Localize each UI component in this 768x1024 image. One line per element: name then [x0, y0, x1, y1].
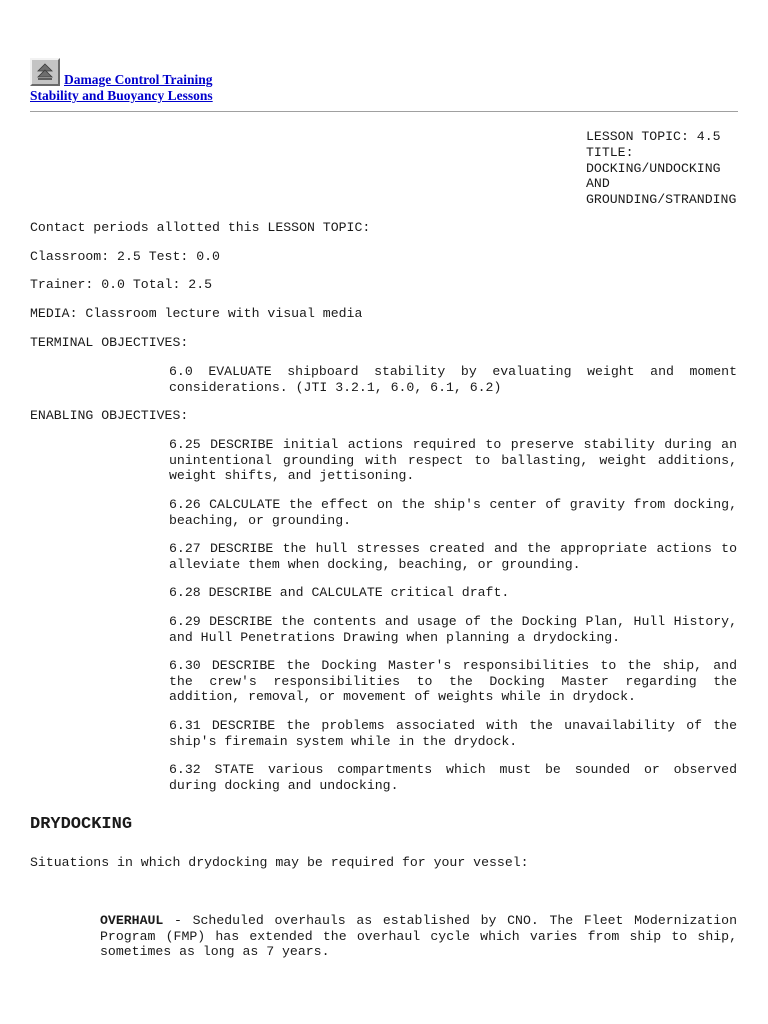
- media-text: MEDIA: Classroom lecture with visual media: [30, 306, 363, 321]
- enabling-objective-item: 6.29 DESCRIBE the contents and usage of the Docking Plan, Hull History, and Hull Penetrations Drawing when planning a drydocking.: [169, 614, 737, 645]
- damage-control-training-link[interactable]: Damage Control Training: [64, 72, 213, 87]
- enabling-objectives-heading: ENABLING OBJECTIVES:: [30, 408, 189, 423]
- lesson-title-line1: DOCKING/UNDOCKING: [586, 160, 721, 176]
- up-arrow-icon[interactable]: [30, 58, 60, 86]
- lesson-title-label: TITLE:: [586, 144, 634, 160]
- overhaul-term: OVERHAUL: [100, 913, 164, 928]
- classroom-test-text: Classroom: 2.5 Test: 0.0: [30, 249, 220, 264]
- overhaul-description: - Scheduled overhauls as established by CNO. The Fleet Modernization Program (FMP) has extended the overhaul cycle which varies from ship to ship, sometimes as long as 7 years.: [100, 913, 737, 960]
- enabling-objective-item: 6.31 DESCRIBE the problems associated with the unavailability of the ship's firemain system while in the drydock.: [169, 718, 737, 749]
- enabling-objective-item: 6.28 DESCRIBE and CALCULATE critical draft.: [169, 585, 510, 600]
- enabling-objective-item: 6.26 CALCULATE the effect on the ship's center of gravity from docking, beaching, or grounding.: [169, 497, 737, 528]
- overhaul-paragraph: [100, 913, 737, 960]
- enabling-objective-item: 6.25 DESCRIBE initial actions required to preserve stability during an unintentional grounding with respect to ballasting, weight additions, weight shifts, and jettisoning.: [169, 437, 737, 484]
- stability-buoyancy-lessons-link[interactable]: Stability and Buoyancy Lessons: [30, 88, 213, 103]
- drydocking-intro-text: Situations in which drydocking may be required for your vessel:: [30, 855, 529, 870]
- enabling-objective-item: 6.32 STATE various compartments which must be sounded or observed during docking and undocking.: [169, 762, 737, 793]
- terminal-objectives-heading: TERMINAL OBJECTIVES:: [30, 335, 189, 350]
- horizontal-divider: [30, 111, 738, 112]
- contact-periods-text: Contact periods allotted this LESSON TOPIC:: [30, 220, 371, 235]
- lesson-topic-block: [586, 129, 736, 208]
- drydocking-heading: DRYDOCKING: [30, 815, 133, 834]
- terminal-objective-item: 6.0 EVALUATE shipboard stability by evaluating weight and moment considerations. (JTI 3.2.1, 6.0, 6.1, 6.2): [169, 364, 737, 395]
- navigation-header: [30, 55, 213, 104]
- lesson-title-line2: AND: [586, 176, 610, 192]
- trainer-total-text: Trainer: 0.0 Total: 2.5: [30, 277, 213, 292]
- enabling-objective-item: 6.30 DESCRIBE the Docking Master's responsibilities to the ship, and the crew's responsibilities to the Docking Master regarding the addition, removal, or movement of weights while in drydock.: [169, 658, 737, 705]
- lesson-title-line3: GROUNDING/STRANDING: [586, 192, 737, 208]
- enabling-objective-item: 6.27 DESCRIBE the hull stresses created and the appropriate actions to alleviate them when docking, beaching, or grounding.: [169, 541, 737, 572]
- lesson-topic-number: LESSON TOPIC: 4.5: [586, 129, 721, 144]
